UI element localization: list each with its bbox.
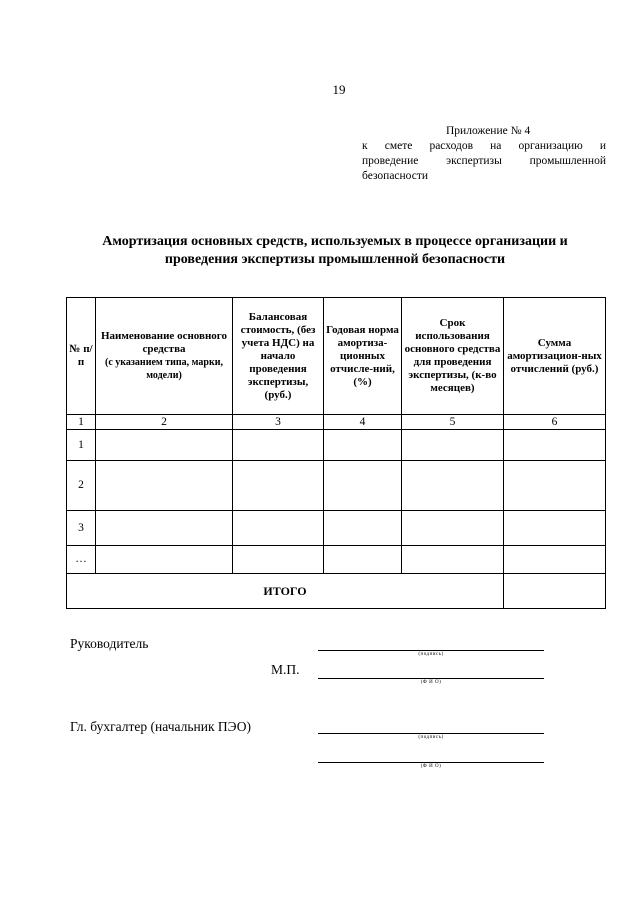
table-cell [504, 511, 606, 546]
page-number: 19 [332, 82, 346, 97]
table-cell [96, 430, 233, 461]
appendix-title: Приложение № 4 [446, 125, 531, 137]
header-index: № п/п [67, 298, 96, 415]
table-row [67, 511, 606, 546]
table-row [67, 461, 606, 511]
header-book-value: Балансовая стоимость, (без учета НДС) на начало проведения экспертизы, (руб.) [233, 298, 324, 415]
table-cell [233, 546, 324, 574]
table-cell [233, 511, 324, 546]
total-value-cell [504, 574, 606, 609]
header-annual-rate: Годовая норма амортиза-ционных отчисле-ний, (%) [324, 298, 402, 415]
document-title-line-2: проведения экспертизы промышленной безопасности [164, 252, 506, 267]
column-number: 1 [67, 415, 96, 430]
table-cell [324, 430, 402, 461]
total-label: ИТОГО [67, 574, 504, 609]
table-cell [324, 546, 402, 574]
column-number-row [67, 415, 606, 430]
header-asset-name-label: Наименование основного средства [100, 330, 228, 355]
table-cell [96, 461, 233, 511]
document-title-line-1: Амортизация основных средств, используемых в процессе организации и [102, 234, 568, 249]
head-label: Руководитель [70, 636, 149, 651]
head-signature-line [318, 650, 544, 651]
header-asset-name [96, 298, 233, 415]
column-number: 2 [96, 415, 233, 430]
row-index: 1 [67, 430, 96, 461]
header-asset-name-note: (с указанием типа, марки, модели) [105, 357, 223, 381]
appendix-line-2: проведение экспертизы промышленной [362, 155, 606, 167]
column-number: 5 [402, 415, 504, 430]
table-cell [233, 461, 324, 511]
header-depreciation-sum: Сумма амортизацион-ных отчислений (руб.) [504, 298, 606, 415]
accountant-name-line [318, 762, 544, 763]
header-usage-period: Срок использования основного средства для проведения экспертизы, (к-во месяцев) [402, 298, 504, 415]
depreciation-table [66, 297, 606, 609]
accountant-signature-caption: (подпись) [418, 735, 444, 740]
table-cell [96, 511, 233, 546]
table-cell [504, 546, 606, 574]
appendix-line-3: безопасности [362, 170, 429, 182]
table-cell [402, 511, 504, 546]
table-cell [504, 461, 606, 511]
accountant-name-caption: (Ф И О) [420, 764, 442, 769]
table-cell [233, 430, 324, 461]
appendix-note [362, 124, 606, 184]
table-cell [324, 511, 402, 546]
accountant-label: Гл. бухгалтер (начальник ПЭО) [70, 719, 251, 734]
head-signature-caption: (подпись) [418, 652, 444, 657]
table-cell [402, 430, 504, 461]
row-index: … [67, 546, 96, 574]
document-title [66, 233, 604, 269]
total-row [67, 574, 606, 609]
head-name-caption: (Ф И О) [420, 680, 442, 685]
table-cell [324, 461, 402, 511]
head-name-line [318, 678, 544, 679]
table-row [67, 546, 606, 574]
table-cell [402, 546, 504, 574]
column-number: 4 [324, 415, 402, 430]
row-index: 2 [67, 461, 96, 511]
header-row [67, 298, 606, 415]
table-row [67, 430, 606, 461]
column-number: 6 [504, 415, 606, 430]
row-index: 3 [67, 511, 96, 546]
column-number: 3 [233, 415, 324, 430]
table-cell [504, 430, 606, 461]
accountant-signature-line [318, 733, 544, 734]
appendix-line-1: к смете расходов на организацию и [362, 140, 606, 152]
table-cell [402, 461, 504, 511]
table-cell [96, 546, 233, 574]
stamp-label: М.П. [271, 662, 300, 677]
